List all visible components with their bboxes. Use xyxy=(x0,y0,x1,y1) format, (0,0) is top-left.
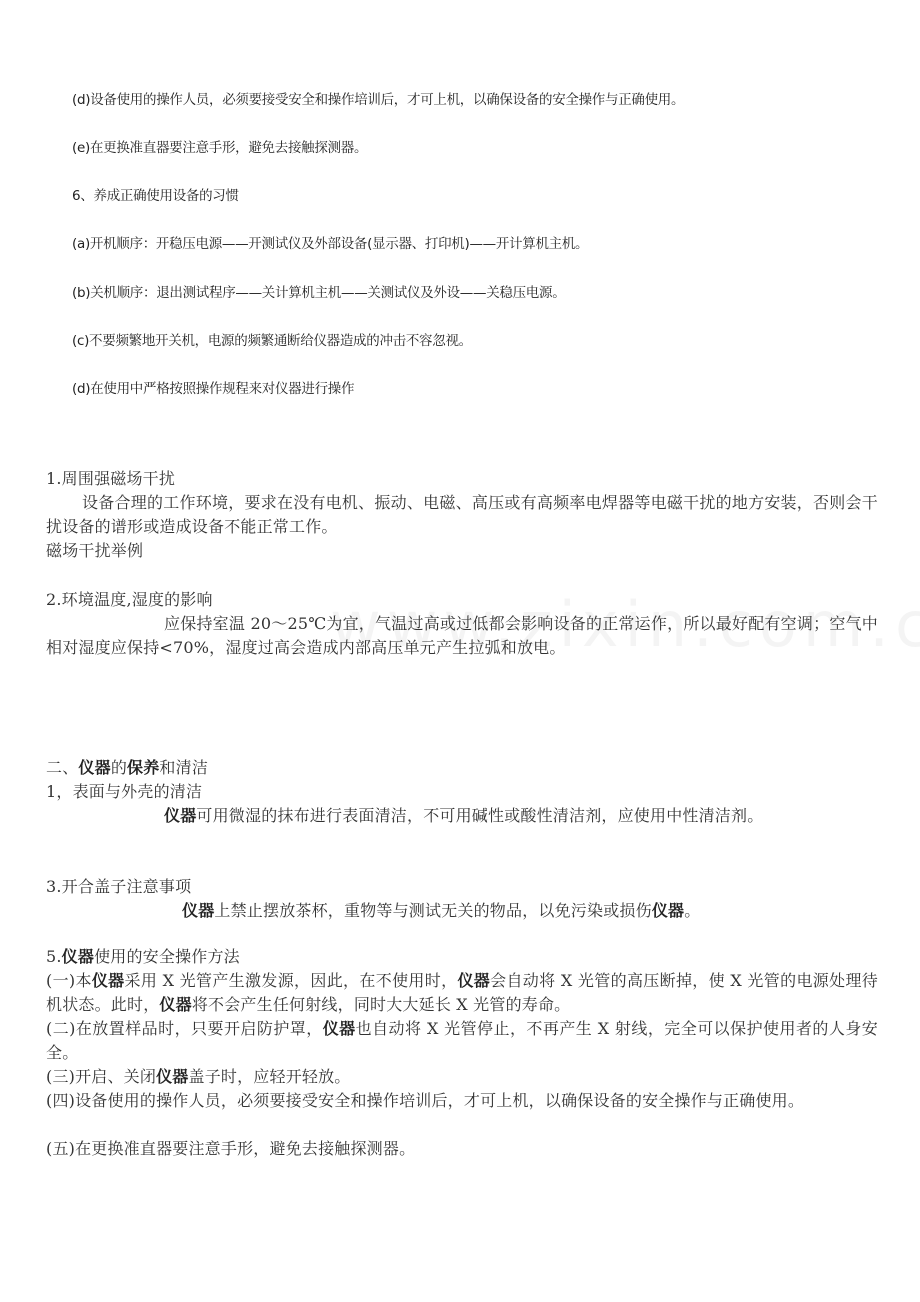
sub5-para-5: (五)在更换准直器要注意手形，避免去接触探测器。 xyxy=(46,1139,416,1158)
p1-bold3: 仪器 xyxy=(159,995,192,1014)
p2-a: (二)在放置样品时，只要开启防护罩， xyxy=(46,1019,323,1038)
upper-line-d: (d)设备使用的操作人员，必须要接受安全和操作培训后，才可上机，以确保设备的安全操作与正确使用。 xyxy=(72,92,685,108)
sub5-para-4: (四)设备使用的操作人员，必须要接受安全和操作培训后，才可上机，以确保设备的安全操作与正确使用。 xyxy=(46,1091,805,1110)
section1-example: 磁场干扰举例 xyxy=(46,541,144,560)
p3-bold: 仪器 xyxy=(156,1067,189,1086)
sub5-bold: 仪器 xyxy=(61,947,95,966)
sub3-bold1: 仪器 xyxy=(182,901,215,920)
sub5-para-3 xyxy=(46,1065,878,1089)
sub3-text: 上禁止摆放茶杯，重物等与测试无关的物品，以免污染或损伤 xyxy=(214,901,652,920)
p1-c: 采用 X 光管产生激发源，因此，在不使用时， xyxy=(124,971,458,990)
part2-heading-pre: 二、 xyxy=(46,758,79,777)
part2-heading-mid: 的 xyxy=(110,758,128,777)
section1-body: 设备合理的工作环境，要求在没有电机、振动、电磁、高压或有高频率电焊器等电磁干扰的地方安装，否则会干扰设备的谱形或造成设备不能正常工作。 xyxy=(46,493,878,536)
p1-bold1: 仪器 xyxy=(91,971,125,990)
p2-c: 也自动将 X 光管停止，不再产生 X 射线，完全可以保护使用者的人身安全。 xyxy=(46,1019,878,1062)
part2-heading-post: 和清洁 xyxy=(159,758,209,777)
sub1-heading: 1，表面与外壳的清洁 xyxy=(46,782,203,801)
p1-a: (一)本 xyxy=(46,971,92,990)
upper-line-a: (a)开机顺序：开稳压电源——开测试仪及外部设备(显示器、打印机)——开计算机主机。 xyxy=(72,236,589,252)
part2-heading-b1: 仪器 xyxy=(78,758,111,777)
sub5-para-1 xyxy=(46,969,878,1017)
part2-heading xyxy=(46,756,878,780)
sub5-para-2 xyxy=(46,1017,878,1065)
sub3-heading: 3.开合盖子注意事项 xyxy=(46,877,192,896)
sub3-bold2: 仪器 xyxy=(651,901,685,920)
p1-bold2: 仪器 xyxy=(457,971,491,990)
sub3-end: 。 xyxy=(684,901,701,920)
p3-c: 盖子时，应轻开轻放。 xyxy=(188,1067,351,1086)
upper-heading-6: 6、养成正确使用设备的习惯 xyxy=(72,188,239,204)
p1-d: 会自动将 X 光管的高压断掉，使 X 光管的电源处理待机状态。此时， xyxy=(46,971,878,1014)
sub3-body xyxy=(46,899,878,923)
upper-line-d2: (d)在使用中严格按照操作规程来对仪器进行操作 xyxy=(72,381,355,397)
upper-line-e: (e)在更换准直器要注意手形，避免去接触探测器。 xyxy=(72,140,368,156)
sub5-pre: 5. xyxy=(46,947,62,966)
p2-bold: 仪器 xyxy=(322,1019,356,1038)
upper-line-c: (c)不要频繁地开关机，电源的频繁通断给仪器造成的冲击不容忽视。 xyxy=(72,333,472,349)
sub5-heading xyxy=(46,945,878,969)
section2-heading: 2.环境温度,湿度的影响 xyxy=(46,590,213,609)
sub5-post: 使用的安全操作方法 xyxy=(94,947,240,966)
sub1-text: 可用微湿的抹布进行表面清洁，不可用碱性或酸性清洁剂，应使用中性清洁剂。 xyxy=(196,806,764,825)
sub1-body xyxy=(46,804,878,828)
p3-a: (三)开启、关闭 xyxy=(46,1067,157,1086)
p1-e: 将不会产生任何射线，同时大大延长 X 光管的寿命。 xyxy=(191,995,571,1014)
upper-line-b: (b)关机顺序：退出测试程序——关计算机主机——关测试仪及外设——关稳压电源。 xyxy=(72,285,566,301)
sub1-bold: 仪器 xyxy=(164,806,197,825)
section2-body: 应保持室温 20～25℃为宜，气温过高或过低都会影响设备的正常运作，所以最好配有空调；空气中相对湿度应保持<70%，湿度过高会造成内部高压单元产生拉弧和放电。 xyxy=(46,614,878,657)
part2-heading-b2: 保养 xyxy=(127,758,160,777)
section1-heading: 1.周围强磁场干扰 xyxy=(46,469,176,488)
